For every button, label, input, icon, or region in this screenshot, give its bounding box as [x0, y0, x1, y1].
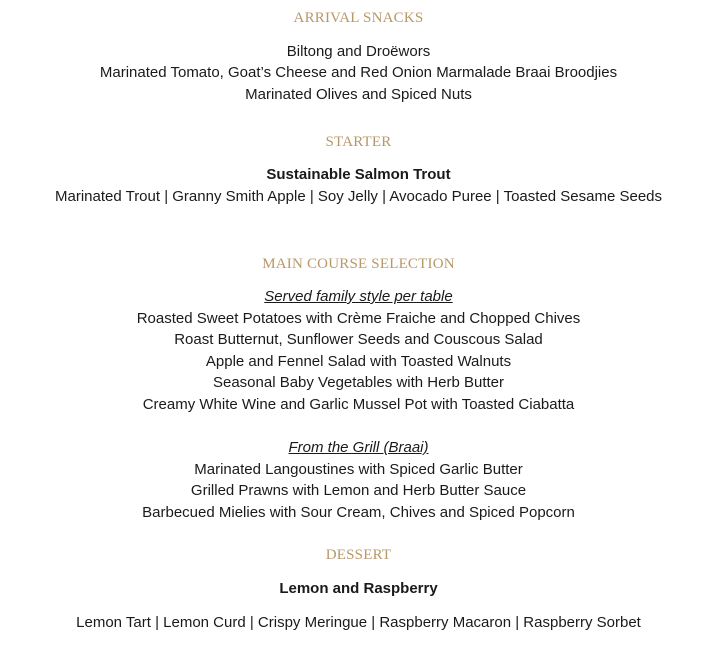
dessert-heading: DESSERT — [325, 547, 392, 563]
grill-subheading: From the Grill (Braai) — [288, 439, 429, 456]
grill-item: Grilled Prawns with Lemon and Herb Butter Sauce — [190, 482, 527, 499]
family-item: Seasonal Baby Vegetables with Herb Butter — [212, 374, 504, 391]
arrival-snack-item: Marinated Tomato, Goat’s Cheese and Red Onion Marmalade Braai Broodjies — [99, 64, 618, 81]
starter-dish-title: Sustainable Salmon Trout — [266, 166, 451, 183]
arrival-snack-item: Marinated Olives and Spiced Nuts — [245, 86, 472, 103]
grill-item: Marinated Langoustines with Spiced Garlic Butter — [194, 461, 523, 478]
starter-description: Marinated Trout | Granny Smith Apple | Soy Jelly | Avocado Puree | Toasted Sesame Seeds — [54, 188, 663, 205]
arrival-snacks-heading: ARRIVAL SNACKS — [293, 10, 424, 26]
main-course-heading: MAIN COURSE SELECTION — [262, 256, 455, 272]
starter-heading: STARTER — [325, 134, 392, 150]
dessert-dish-title: Lemon and Raspberry — [279, 580, 438, 597]
grill-item: Barbecued Mielies with Sour Cream, Chives and Spiced Popcorn — [142, 504, 575, 521]
arrival-snack-item: Biltong and Droëwors — [286, 43, 431, 60]
family-item: Creamy White Wine and Garlic Mussel Pot with Toasted Ciabatta — [142, 396, 575, 413]
dessert-description: Lemon Tart | Lemon Curd | Crispy Meringue | Raspberry Macaron | Raspberry Sorbet — [76, 614, 641, 631]
family-item: Apple and Fennel Salad with Toasted Walnuts — [205, 353, 512, 370]
family-style-subheading: Served family style per table — [264, 288, 453, 305]
family-item: Roast Butternut, Sunflower Seeds and Couscous Salad — [174, 331, 543, 348]
family-item: Roasted Sweet Potatoes with Crème Fraiche and Chopped Chives — [136, 310, 581, 327]
